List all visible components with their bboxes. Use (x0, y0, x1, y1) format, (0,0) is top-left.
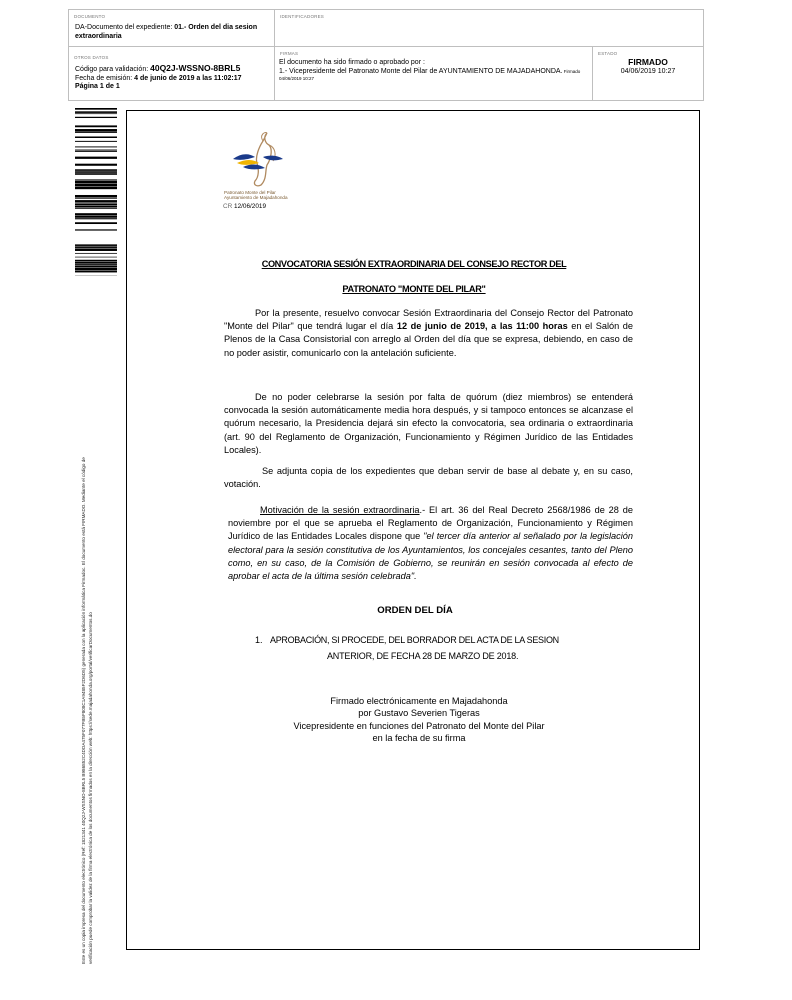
codigo-validacion: Código para validación: 40Q2J-WSSNO-8BRL5 (75, 63, 241, 73)
logo-caption: Patronato Monte del Pilar Ayuntamiento de Majadahonda (224, 190, 288, 201)
fecha-emision: Fecha de emisión: 4 de junio de 2019 a las 11:02:17 (75, 74, 242, 82)
identificadores-label: IDENTIFICADORES (280, 14, 325, 19)
barcode-image (75, 108, 117, 276)
firmas-label: FIRMAS (280, 51, 299, 56)
firmas-values: El documento ha sido firmado o aprobado por : 1.- Vicepresidente del Patronato Monte del Pilar de AYUNTAMIENTO DE MAJADAHONDA. Firmado 04/06/2019 10:27 (279, 59, 581, 81)
estado-label: ESTADO (598, 51, 618, 56)
orden-del-dia-title: ORDEN DEL DÍA (377, 605, 453, 616)
main-title-line1: CONVOCATORIA SESIÓN EXTRAORDINARIA DEL CONSEJO RECTOR DEL (261, 259, 567, 269)
paragraph-quorum: De no poder celebrarse la sesión por falta de quórum (diez miembros) se entenderá convocada la sesión automáticamente media hora después, y si tampoco entonces se alcanzase el quórum necesario, la Presidencia dejará sin efecto la convocatoria, sea ordinaria o extraordinaria (art. 90 del Reglamento de Organización, Funcionamiento y Régimen Jurídico de las Entidades Locales). (224, 392, 633, 455)
estado-value: FIRMADO (628, 57, 668, 67)
estado-date: 04/06/2019 10:27 (620, 68, 676, 75)
documento-value: DA-Documento del expediente: 01.- Orden del dia sesion extraordinaria (75, 24, 258, 40)
otros-datos-label: OTROS DATOS (74, 55, 109, 60)
paragraph-convocatoria: Por la presente, resuelvo convocar Sesión Extraordinaria del Consejo Rector del Patronato "Monte del Pilar" que tendrá lugar el día 12 de junio de 2019, a las 11:00 horas en el Salón de Plenos de la Casa Consistorial con arreglo al Orden del día que se expresa, debiendo, en caso de no poder asistir, comunicarlo con la antelación suficiente. (224, 308, 633, 358)
pagina: Página 1 de 1 (75, 83, 120, 90)
squirrel-logo-icon (229, 129, 289, 191)
documento-label: DOCUMENTO (74, 14, 106, 19)
paragraph-motivacion: Motivación de la sesión extraordinaria.- El art. 36 del Real Decreto 2568/1986 de 28 de noviembre por el que se aprueba el Reglamento de Organización, Funcionamiento y Régimen Jurídico de las Entidades Locales dispone que "el tercer día anterior al señalado por la legislación electoral para la sesión constitutiva de los Ayuntamientos, los concejales cesantes, tanto del Pleno como, en su caso, de la Comisión de Gobierno, se reunirán en sesión convocada al efecto de aprobar el acta de la última sesión celebrada". (228, 505, 634, 582)
verification-side-text: Este es un copia impresa del documento electrónico (Ref: 1821341 40Q2J-WSSNO-8BRL5 B986852C4DDA475F077FB5F808C1A9485F2D6D5) generada con la aplicación informática Firmadoc. El documento está FIRMADO. Mediante el código de verificación puede comprobar la validez de la firma electrónica de los documentos firmados en la dirección web: https://sede.majadahonda.org/portal/verificarDocumentos.do (81, 457, 93, 964)
paragraph-expedientes: Se adjunta copia de los expedientes que deban servir de base al debate y, en su caso, votación. (224, 466, 633, 490)
agenda-item-number: 1. (255, 635, 263, 645)
patronato-logo (219, 129, 339, 214)
main-title-line2: PATRONATO "MONTE DEL PILAR" (342, 284, 486, 294)
otros-datos-values (75, 64, 275, 92)
document-header (68, 9, 704, 101)
otros-datos-cell (69, 47, 275, 100)
cr-stamp: CR 12/06/2019 (223, 203, 267, 210)
agenda-item-line1: APROBACIÓN, SI PROCEDE, DEL BORRADOR DEL ACTA DE LA SESION (270, 635, 559, 645)
documento-cell (69, 10, 275, 47)
agenda-item-line2: ANTERIOR, DE FECHA 28 DE MARZO DE 2018. (327, 651, 519, 661)
document-frame (126, 110, 700, 950)
signature-block: Firmado electrónicamente en Majadahonda por Gustavo Severien Tigeras Vicepresidente en funciones del Patronato del Monte del Pilar en la fecha de su firma (293, 696, 545, 744)
identificadores-cell (275, 10, 703, 47)
firmas-cell (275, 47, 593, 100)
estado-cell (593, 47, 703, 100)
